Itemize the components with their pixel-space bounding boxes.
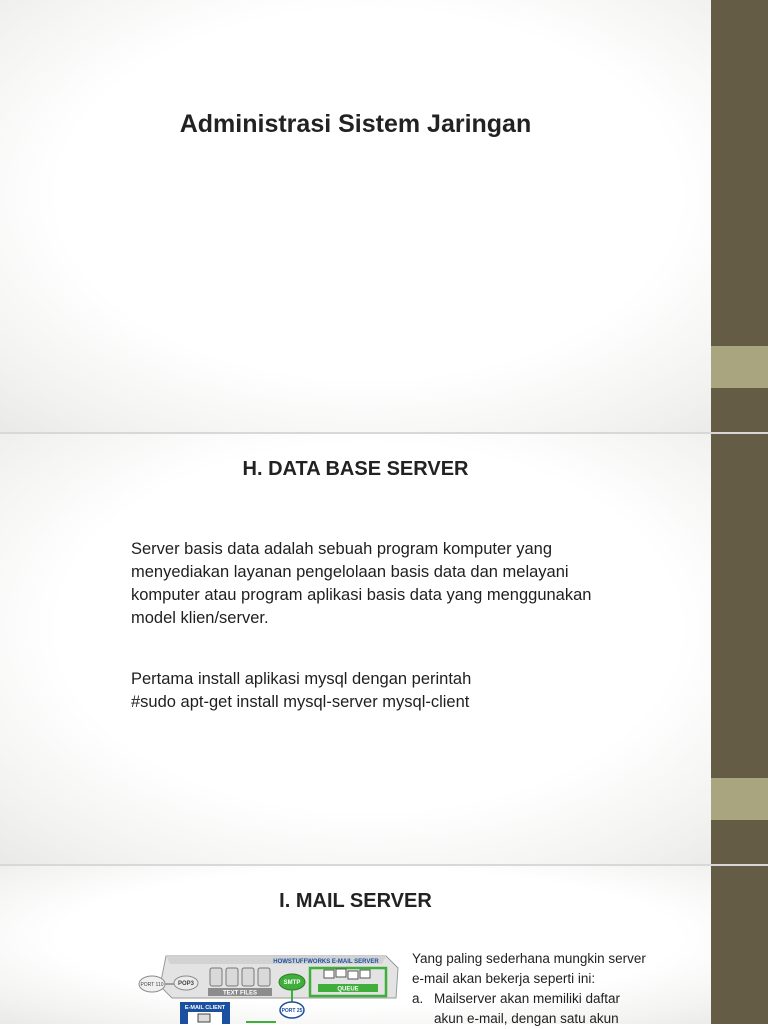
slide-1 xyxy=(0,0,768,432)
smtp-label: SMTP xyxy=(283,980,301,986)
text-line: komputer atau program aplikasi basis data yang menggunakan xyxy=(131,586,592,604)
list-marker: a. xyxy=(412,991,424,1006)
diagram-banner: HOWSTUFFWORKS E-MAIL SERVER xyxy=(273,959,379,965)
text-line: Mailserver akan memiliki daftar xyxy=(434,991,621,1006)
slide-title: I. MAIL SERVER xyxy=(279,890,432,912)
side-band-accent xyxy=(711,778,768,820)
mail-server-description xyxy=(412,949,702,1029)
text-line: model klien/server. xyxy=(131,609,269,627)
computer-icon xyxy=(198,1014,210,1022)
queue-label: QUEUE xyxy=(337,986,359,993)
slide-title: H. DATA BASE SERVER xyxy=(242,458,469,480)
paragraph-definition xyxy=(131,538,671,630)
email-client-label: E-MAIL CLIENT xyxy=(184,1005,226,1011)
text-files-label: TEXT FILES xyxy=(222,990,258,997)
slide-title: Administrasi Sistem Jaringan xyxy=(179,110,532,138)
list-item xyxy=(412,989,702,1029)
text-line: Yang paling sederhana mungkin server xyxy=(412,951,646,966)
pop3-label: POP3 xyxy=(177,981,195,987)
paragraph-install xyxy=(131,668,671,714)
text-line: Pertama install aplikasi mysql dengan perintah xyxy=(131,670,472,688)
text-line: menyediakan layanan pengelolaan basis data dan melayani xyxy=(131,563,569,581)
text-line: Server basis data adalah sebuah program komputer yang xyxy=(131,540,552,558)
side-band-accent xyxy=(711,346,768,388)
text-line: #sudo apt-get install mysql-server mysql-client xyxy=(131,693,470,711)
port-110-label: PORT 110 xyxy=(140,982,164,988)
mail-server-diagram xyxy=(136,952,404,1024)
side-band xyxy=(711,866,768,1024)
port-25-label: PORT 25 xyxy=(281,1008,303,1014)
text-line: e-mail akan bekerja seperti ini: xyxy=(412,971,596,986)
slide-2 xyxy=(0,434,768,864)
text-line: akun e-mail, dengan satu akun xyxy=(434,1011,619,1026)
